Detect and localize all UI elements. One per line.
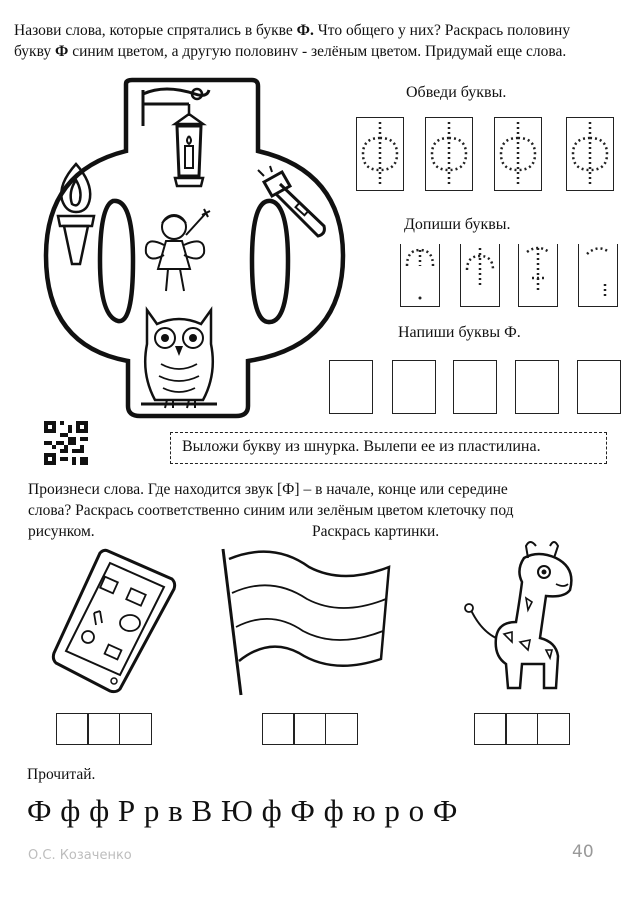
write-letter-box[interactable] bbox=[392, 360, 436, 414]
sound-cell[interactable] bbox=[87, 713, 120, 745]
color-title: Раскрась картинки. bbox=[312, 523, 440, 540]
sound-cell[interactable] bbox=[325, 713, 358, 745]
owl-icon bbox=[137, 304, 221, 416]
trace-letter-box[interactable] bbox=[566, 117, 614, 191]
sound-cell[interactable] bbox=[262, 713, 295, 745]
finish-letter-box[interactable] bbox=[578, 244, 618, 307]
phone-sound-cells bbox=[57, 713, 152, 745]
trace-letter-box[interactable] bbox=[425, 117, 473, 191]
sound-cell[interactable] bbox=[537, 713, 570, 745]
sound-cell[interactable] bbox=[474, 713, 507, 745]
lantern-icon bbox=[135, 86, 225, 196]
giraffe-sound-cells bbox=[475, 713, 570, 745]
giraffe-icon bbox=[460, 538, 580, 704]
lace-instruction-box bbox=[170, 432, 607, 464]
finish-letter-box[interactable] bbox=[518, 244, 558, 307]
write-title: Напиши буквы Ф. bbox=[398, 324, 521, 341]
qr-code-icon[interactable] bbox=[44, 421, 88, 465]
flag-sound-cells bbox=[263, 713, 358, 745]
sound-cell[interactable] bbox=[293, 713, 326, 745]
trace-title: Обведи буквы. bbox=[406, 84, 507, 101]
finish-letter-box[interactable] bbox=[460, 244, 500, 307]
sound-cell[interactable] bbox=[505, 713, 538, 745]
lace-instruction-text: Выложи букву из шнурка. Вылепи ее из пластилина. bbox=[182, 438, 541, 455]
flag-icon bbox=[213, 545, 395, 703]
read-letters-line: Ф ф ф Р р в В Ю ф Ф ф ю р о Ф bbox=[27, 793, 458, 828]
write-letter-box[interactable] bbox=[577, 360, 621, 414]
trace-letter-box[interactable] bbox=[356, 117, 404, 191]
torch-icon bbox=[48, 160, 104, 270]
read-title: Прочитай. bbox=[27, 766, 96, 783]
sound-cell[interactable] bbox=[56, 713, 89, 745]
page-number: 40 bbox=[572, 842, 594, 862]
finish-letter-box[interactable] bbox=[400, 244, 440, 307]
fairy-icon bbox=[140, 205, 220, 300]
trace-letter-box[interactable] bbox=[494, 117, 542, 191]
finish-title: Допиши буквы. bbox=[404, 216, 511, 233]
phone-icon bbox=[48, 545, 178, 695]
write-letter-box[interactable] bbox=[329, 360, 373, 414]
write-letter-box[interactable] bbox=[515, 360, 559, 414]
flashlight-icon bbox=[254, 164, 334, 244]
sound-cell[interactable] bbox=[119, 713, 152, 745]
author-credit: О.С. Козаченко bbox=[28, 848, 132, 863]
sound-instructions: Произнеси слова. Где находится звук [Ф] – в начале, конце или середине слова? Раскрась соответственно синим или зелёным цветом клеточку под рисунком. bbox=[28, 481, 514, 540]
write-letter-box[interactable] bbox=[453, 360, 497, 414]
intro-instructions: Назови слова, которые спрятались в букве Ф. Что общего у них? Раскрась половину букву Ф синим цветом, а другую половинv - зелёным цветом. Придумай еще слова. bbox=[14, 22, 571, 60]
